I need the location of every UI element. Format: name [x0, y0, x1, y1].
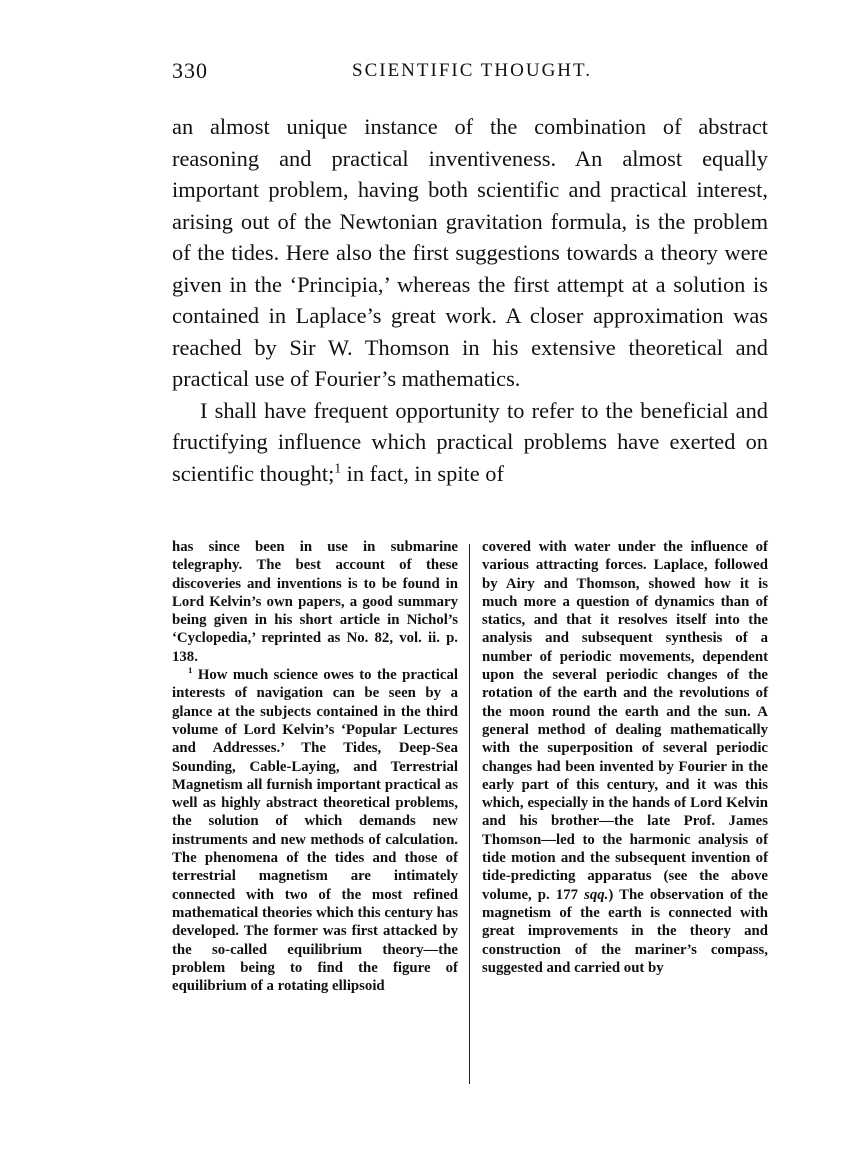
footnote-italic: sqq. [584, 886, 609, 903]
body-text: I shall have frequent opportunity to refer to the beneficial and fructifying influence which practical problems have exerted on scientific thought; [172, 397, 768, 486]
footnote-text: covered with water under the influence of various attracting forces. Laplace, followed by Airy and Thomson, showed how it is much more a question of dynamics than of statics, and that it resolves itself into the analysis and subsequent synthesis of a number of periodic movements, dependent upon the several periodic changes of the rotation of the earth and the revolutions of the moon round the earth and the sun. A general method of dealing mathematically with the superposition of several periodic changes had been invented by Fourier in the early part of this century, and it was this which, especially in the hands of Lord Kelvin and his brother—the late Prof. James Thomson—led to the harmonic analysis of tide motion and the subsequent invention of tide-predicting apparatus (see the above volume, p. 177 [482, 539, 768, 903]
page-header [172, 58, 768, 88]
body-text: in fact, in spite of [341, 460, 504, 486]
footnote-text: How much science owes to the practical interests of navigation can be seen by a glance at the subjects contained in the third volume of Lord Kelvin’s ‘Popular Lectures and Addresses.’ The Tides, Deep-Sea Sounding, Cable-Laying, and Terrestrial Magnetism all furnish important practical as well as highly abstract theoretical problems, the solution of which demands new instruments and new methods of calculation. The phenomena of the tides and those of terrestrial magnetism are intimately connected with two of the most refined mathematical theories which this century has developed. The former was first attacked by the so-called equilibrium theory—the problem being to find the figure of equilibrium of a rotating ellipsoid [172, 667, 458, 995]
page-number: 330 [172, 58, 208, 83]
footnote-text: ) The observation of the magnetism of the earth is connected with great improvements in the theory and construction of the mariner’s compass, suggested and carried out by [482, 886, 768, 976]
column-divider [469, 544, 470, 1084]
body-paragraph: an almost unique instance of the combination of abstract reasoning and practical inventiveness. An almost equally important problem, having both scientific and practical interest, arising out of the Newtonian gravitation formula, is the problem of the tides. Here also the first suggestions towards a theory were given in the ‘Principia,’ whereas the first attempt at a solution is contained in Laplace’s great work. A closer approximation was reached by Sir W. Thomson in his extensive theoretical and practical use of Fourier’s mathematics. [172, 114, 768, 391]
body-paragraph [172, 395, 768, 490]
footnote-column-left [172, 538, 458, 995]
running-title: SCIENTIFIC THOUGHT. [352, 60, 592, 81]
footnote-continued: has since been in use in submarine telegraphy. The best account of these discoveries and inventions is to be found in Lord Kelvin’s own papers, a good summary being given in his short article in Nichol’s ‘Cyclopedia,’ reprinted as No. 82, vol. ii. p. 138. [172, 539, 458, 665]
footnote-1 [172, 666, 458, 995]
footnote-1-continued [482, 538, 768, 977]
footnote-column-right [482, 538, 768, 977]
footnote-marker: 1 [188, 665, 193, 676]
main-text [172, 111, 768, 489]
footnote-reference: 1 [334, 460, 342, 476]
footnotes [172, 538, 768, 1086]
